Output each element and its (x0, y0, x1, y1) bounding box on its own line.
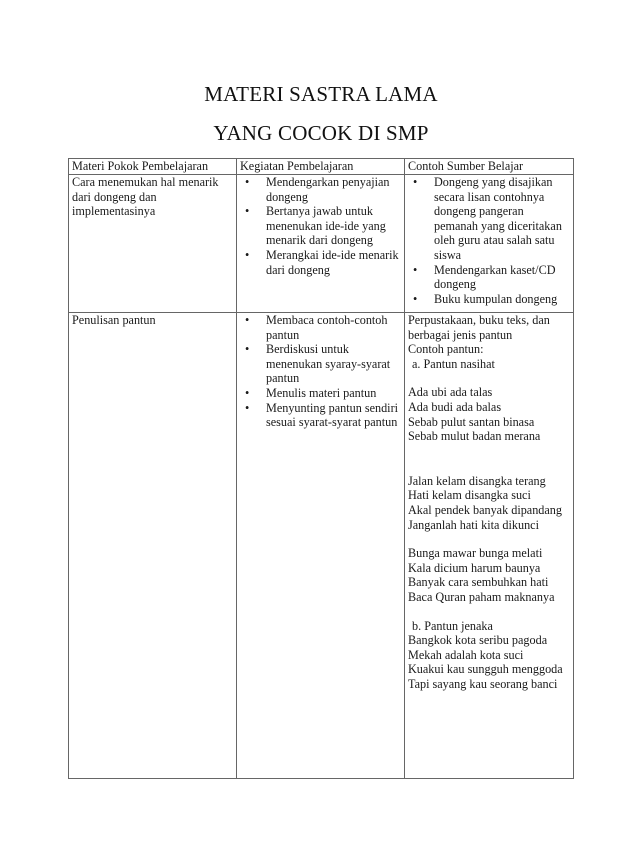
list-item: • Bertanya jawab untuk menenukan ide-ide yang menarik dari dongeng (266, 204, 401, 248)
list-item: • Menyunting pantun sendiri sesuai syarat-syarat pantun (266, 401, 401, 430)
table-row (69, 313, 574, 779)
pantun-line: Baca Quran paham maknanya (408, 589, 555, 604)
cell-sumber (405, 175, 574, 313)
lesson-table (68, 158, 574, 779)
pantun-stanza (408, 385, 570, 443)
list-item: • Menulis materi pantun (266, 386, 401, 401)
pantun-stanza (408, 546, 570, 604)
sumber-intro: Perpustakaan, buku teks, dan berbagai jenis pantun (408, 313, 550, 342)
list-item: • Membaca contoh-contoh pantun (266, 313, 401, 342)
cell-sumber (405, 313, 574, 779)
document-title-line2: YANG COCOK DI SMP (213, 121, 429, 145)
list-item: • Dongeng yang disajikan secara lisan contohnya dongeng pangeran pemanah yang diceritakan oleh guru atau salah satu siswa (434, 175, 570, 263)
contoh-label: Contoh pantun: (408, 342, 484, 357)
cell-kegiatan (237, 175, 405, 313)
materi-text: Penulisan pantun (72, 313, 156, 327)
pantun-line: Ada budi ada balas (408, 399, 502, 414)
list-item: • Berdiskusi untuk menenukan syaray-syarat pantun (266, 342, 401, 386)
table-row (69, 175, 574, 313)
cell-materi (69, 175, 237, 313)
kegiatan-list (240, 313, 401, 430)
pantun-line: Sebab pulut santan binasa (408, 414, 535, 429)
pantun-stanza (408, 474, 570, 532)
sumber-list (408, 175, 570, 306)
header-kegiatan: Kegiatan Pembelajaran (237, 159, 405, 175)
materi-text: Cara menemukan hal menarik dari dongeng dan implementasinya (72, 175, 219, 219)
pantun-line: Sebab mulut badan merana (408, 429, 541, 444)
pantun-line: Banyak cara sembuhkan hati (408, 575, 549, 590)
pantun-line: Tapi sayang kau seorang banci (408, 676, 558, 691)
header-materi: Materi Pokok Pembelajaran (69, 159, 237, 175)
kegiatan-list (240, 175, 401, 277)
cell-materi (69, 313, 237, 779)
subheading-pantun-nasihat: a. Pantun nasihat (412, 356, 495, 371)
header-sumber: Contoh Sumber Belajar (405, 159, 574, 175)
pantun-line: Kala dicium harum baunya (408, 560, 541, 575)
list-item: • Merangkai ide-ide menarik dari dongeng (266, 248, 401, 277)
pantun-line: Janganlah hati kita dikunci (408, 517, 539, 532)
pantun-line: Bangkok kota seribu pagoda (408, 633, 548, 648)
document-title-line1: MATERI SASTRA LAMA (204, 82, 438, 106)
table-header-row (69, 159, 574, 175)
pantun-line: Mekah adalah kota suci (408, 647, 524, 662)
pantun-line: Bunga mawar bunga melati (408, 546, 543, 561)
pantun-line: Akal pendek banyak dipandang (408, 502, 562, 517)
list-item: • Buku kumpulan dongeng (434, 292, 570, 307)
pantun-line: Kuakui kau sungguh menggoda (408, 662, 563, 677)
list-item: • Mendengarkan penyajian dongeng (266, 175, 401, 204)
pantun-line: Jalan kelam disangka terang (408, 473, 546, 488)
pantun-line: Hati kelam disangka suci (408, 488, 531, 503)
subheading-pantun-jenaka: b. Pantun jenaka (412, 618, 493, 633)
cell-kegiatan (237, 313, 405, 779)
pantun-line: Ada ubi ada talas (408, 385, 493, 400)
list-item: • Mendengarkan kaset/CD dongeng (434, 263, 570, 292)
pantun-stanza (408, 633, 570, 691)
